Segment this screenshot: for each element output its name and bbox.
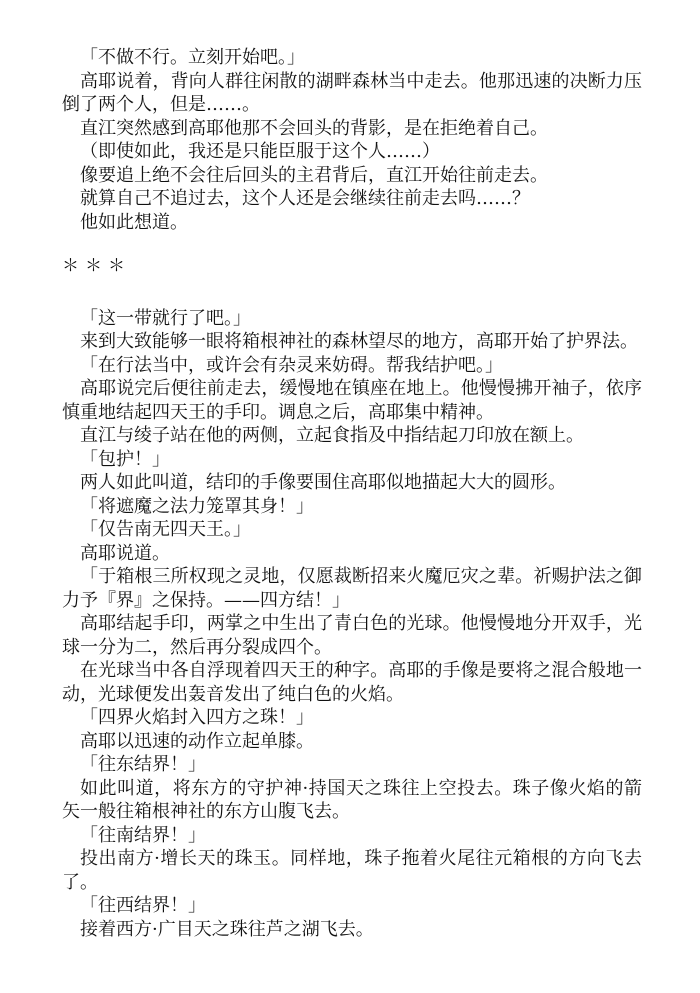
paragraph: 「包护！」	[80, 448, 170, 470]
paragraph: 像要追上绝不会往后回头的主君背后，直江开始往前走去。	[80, 164, 548, 186]
paragraph: 他如此想道。	[80, 211, 188, 233]
paragraph: 「将遮魔之法力笼罩其身！」	[80, 495, 314, 517]
paragraph: 「在行法当中，或许会有杂灵来妨碍。帮我结护吧。」	[80, 354, 503, 376]
paragraph: 如此叫道，将东方的守护神·持国天之珠往上空投去。珠子像火焰的箭矢一般往箱根神社的东方山腹飞去。	[62, 777, 642, 822]
paragraph: 「仅告南无四天王。」	[80, 519, 251, 540]
paragraph: 投出南方·增长天的珠玉。同样地，珠子拖着火尾往元箱根的方向飞去了。	[62, 848, 642, 893]
paragraph: 高耶说着，背向人群往闲散的湖畔森林当中走去。他那迅速的决断力压倒了两个人，但是……。	[62, 70, 642, 115]
paragraph: 接着西方·广目天之珠往芦之湖飞去。	[80, 918, 374, 940]
paragraph: 「于箱根三所权现之灵地，仅愿裁断招来火魔厄灾之辈。祈赐护法之御力予『界』之保持。——四方结！」	[62, 566, 642, 611]
paragraph: 就算自己不追过去，这个人还是会继续往前走去吗……？	[80, 188, 530, 209]
paragraph: 「不做不行。立刻开始吧。」	[80, 47, 305, 68]
paragraph: 「往南结界！」	[80, 824, 206, 846]
section-break: ＊＊＊	[62, 256, 131, 276]
paragraph: 「这一带就行了吧。」	[80, 307, 251, 329]
paragraph: 高耶说道。	[80, 542, 170, 564]
paragraph: 高耶以迅速的动作立起单膝。	[80, 730, 314, 752]
text-block-before-break	[62, 46, 642, 234]
paragraph: 「往东结界！」	[80, 754, 206, 775]
paragraph: 「四界火焰封入四方之珠！」	[80, 707, 314, 728]
paragraph: 直江突然感到高耶他那不会回头的背影，是在拒绝着自己。	[80, 117, 548, 139]
paragraph: 高耶说完后便往前走去，缓慢地在镇座在地上。他慢慢拂开袖子，依序慎重地结起四天王的手印。调息之后，高耶集中精神。	[62, 378, 642, 423]
paragraph: 高耶结起手印，两掌之中生出了青白色的光球。他慢慢地分开双手，光球一分为二，然后再分裂成四个。	[62, 613, 642, 658]
paragraph: 直江与绫子站在他的两侧，立起食指及中指结起刀印放在额上。	[80, 425, 584, 446]
paragraph: 「往西结界！」	[80, 895, 206, 916]
paragraph: 两人如此叫道，结印的手像要围住高耶似地描起大大的圆形。	[80, 472, 566, 493]
paragraph: 在光球当中各自浮现着四天王的种字。高耶的手像是要将之混合般地一动，光球便发出轰音发出了纯白色的火焰。	[62, 660, 642, 705]
paragraph: 来到大致能够一眼将箱根神社的森林望尽的地方，高耶开始了护界法。	[80, 331, 638, 352]
paragraph: （即使如此，我还是只能臣服于这个人……）	[80, 141, 440, 162]
text-block-after-break	[62, 307, 642, 942]
